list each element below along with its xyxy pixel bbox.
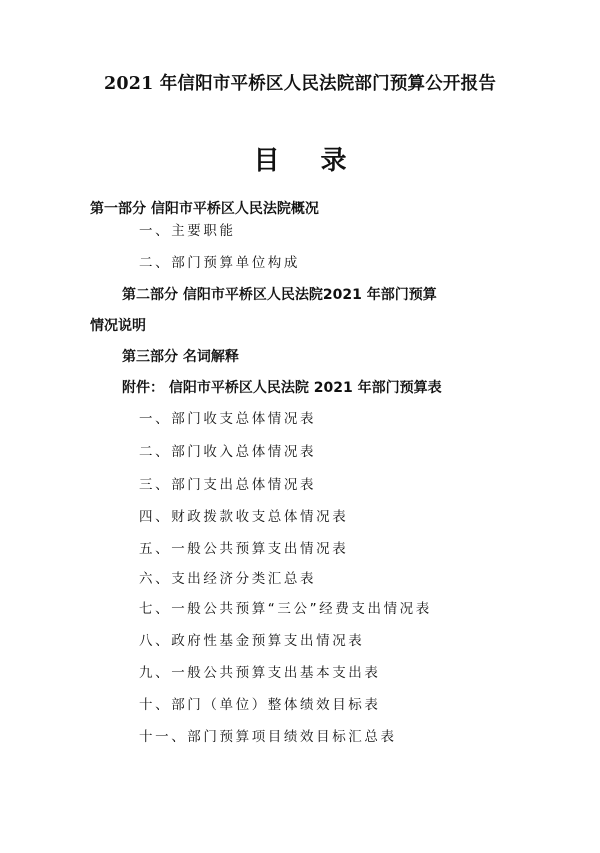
toc-part1-item[interactable]: 一、主要职能 <box>139 223 236 239</box>
toc-part1-item[interactable]: 二、部门预算单位构成 <box>139 255 300 271</box>
toc-appendix-item[interactable]: 六、支出经济分类汇总表 <box>139 571 317 587</box>
toc-appendix-item[interactable]: 十、部门（单位）整体绩效目标表 <box>139 697 381 713</box>
toc-appendix-item[interactable]: 一、部门收支总体情况表 <box>139 411 317 427</box>
toc-appendix-item[interactable]: 三、部门支出总体情况表 <box>139 477 317 493</box>
toc-appendix-item[interactable]: 十一、部门预算项目绩效目标汇总表 <box>139 729 397 745</box>
toc-appendix-item[interactable]: 八、政府性基金预算支出情况表 <box>139 633 365 649</box>
toc-part2-heading[interactable]: 第二部分 信阳市平桥区人民法院2021 年部门预算 <box>122 287 437 303</box>
toc-heading: 目 录 <box>253 146 363 176</box>
toc-appendix-heading[interactable]: 附件： 信阳市平桥区人民法院 2021 年部门预算表 <box>122 380 442 396</box>
toc-part1-heading[interactable]: 第一部分 信阳市平桥区人民法院概况 <box>90 201 319 217</box>
toc-appendix-item[interactable]: 五、一般公共预算支出情况表 <box>139 541 349 557</box>
toc-part2-heading-cont[interactable]: 情况说明 <box>90 318 146 334</box>
toc-appendix-item[interactable]: 七、一般公共预算“三公”经费支出情况表 <box>139 601 432 617</box>
toc-appendix-item[interactable]: 九、一般公共预算支出基本支出表 <box>139 665 381 681</box>
toc-appendix-item[interactable]: 四、财政拨款收支总体情况表 <box>139 509 349 525</box>
toc-part3-heading[interactable]: 第三部分 名词解释 <box>122 349 239 365</box>
toc-appendix-item[interactable]: 二、部门收入总体情况表 <box>139 444 317 460</box>
document-title: 2021 年信阳市平桥区人民法院部门预算公开报告 <box>103 74 497 94</box>
